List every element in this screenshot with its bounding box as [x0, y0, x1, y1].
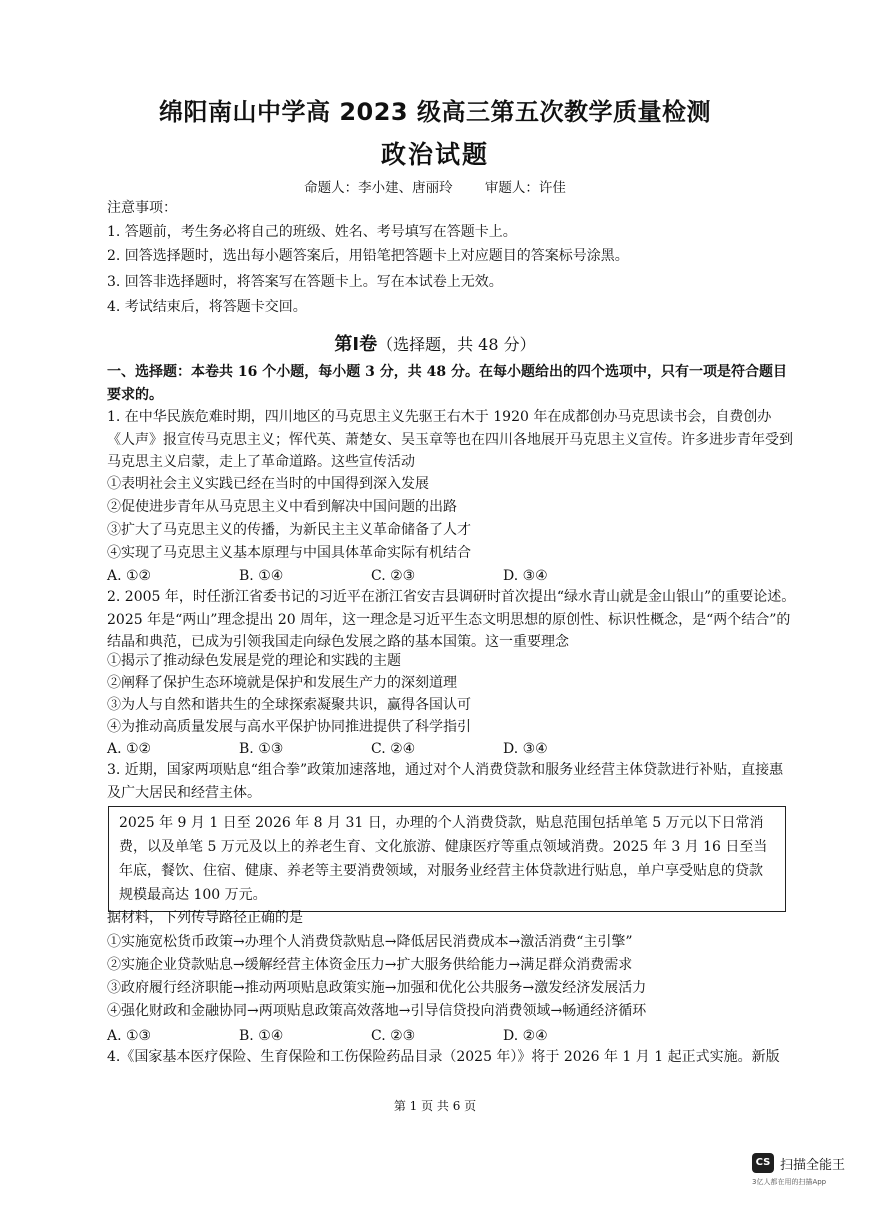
question-3-item: ③政府履行经济职能→推动两项贴息政策实施→加强和优化公共服务→激发经济发展活力	[107, 980, 647, 996]
section-instruction: 一、选择题：本卷共 16 个小题，每小题 3 分，共 48 分。在每小题给出的四个选项中，只有一项是符合题目要求的。	[107, 364, 787, 403]
question-1-item: ②促使进步青年从马克思主义中看到解决中国问题的出路	[107, 499, 457, 515]
exam-title: 绵阳南山中学高 2023 级高三第五次教学质量检测	[158, 98, 711, 126]
setters-label: 命题人：李小建、唐丽玲	[304, 180, 453, 196]
option-d: D. ③④	[503, 568, 548, 584]
section-subtitle: （选择题，共 48 分）	[377, 335, 536, 354]
notice-item: 1. 答题前，考生务必将自己的班级、姓名、考号填写在答题卡上。	[107, 224, 517, 240]
question-4-stem: 4.《国家基本医疗保险、生育保险和工伤保险药品目录（2025 年）》将于 2026 年 1 月 1 起正式实施。新版	[107, 1049, 780, 1065]
question-3-item: ④强化财政和金融协同→两项贴息政策高效落地→引导信贷投向消费领域→畅通经济循环	[107, 1003, 647, 1019]
question-1-stem: 1. 在中华民族危难时期，四川地区的马克思主义先驱王右木于 1920 年在成都创办马克思读书会，自费创办《人声》报宣传马克思主义；恽代英、萧楚女、吴玉章等也在四川各地展开马克思主义宣传。许多进步青年受到马克思主义启蒙，走上了革命道路。这些宣传活动	[107, 409, 793, 470]
question-3-stem: 3. 近期，国家两项贴息“组合拳”政策加速落地，通过对个人消费贷款和服务业经营主体贷款进行补贴，直接惠及广大居民和经营主体。	[107, 762, 784, 801]
question-1-item: ④实现了马克思主义基本原理与中国具体革命实际有机结合	[107, 545, 471, 561]
option-a: A. ①②	[107, 568, 152, 584]
section-heading	[0, 330, 870, 356]
question-2-item: ②阐释了保护生态环境就是保护和发展生产力的深刻道理	[107, 675, 457, 691]
question-1-item: ①表明社会主义实践已经在当时的中国得到深入发展	[107, 476, 429, 492]
page-footer: 第 1 页 共 6 页	[393, 1099, 477, 1113]
option-c: C. ②③	[371, 568, 416, 584]
option-a: A. ①③	[107, 1028, 152, 1044]
question-2-item: ①揭示了推动绿色发展是党的理论和实践的主题	[107, 653, 401, 669]
question-3-item: ①实施宽松货币政策→办理个人消费贷款贴息→降低居民消费成本→激活消费“主引擎”	[107, 934, 633, 950]
watermark-name: 扫描全能王	[780, 1158, 846, 1173]
option-b: B. ①③	[239, 741, 284, 757]
notice-heading: 注意事项：	[107, 200, 177, 216]
option-a: A. ①②	[107, 741, 152, 757]
question-2-item: ③为人与自然和谐共生的全球探索凝聚共识，赢得各国认可	[107, 697, 471, 713]
question-1-options	[107, 566, 797, 586]
option-b: B. ①④	[239, 568, 284, 584]
section-title: 第Ⅰ卷	[334, 334, 378, 355]
option-b: B. ①④	[239, 1028, 284, 1044]
reviewer-label: 审题人：许佳	[484, 180, 566, 196]
question-2-stem: 2. 2005 年，时任浙江省委书记的习近平在浙江省安吉县调研时首次提出“绿水青山就是金山银山”的重要论述。2025 年是“两山”理念提出 20 周年，这一理念是习近平生态文明思想的原创性、标识性概念，是“两个结合”的结晶和典范，已成为引领我国走向绿色发展之路的基本国策。这一重要理念	[107, 589, 796, 650]
option-c: C. ②③	[371, 1028, 416, 1044]
camscanner-logo-icon: CS	[752, 1153, 774, 1173]
option-c: C. ②④	[371, 741, 416, 757]
material-box: 2025 年 9 月 1 日至 2026 年 8 月 31 日，办理的个人消费贷款，贴息范围包括单笔 5 万元以下日常消费，以及单笔 5 万元及以上的养老生育、文化旅游、健康医疗等重点领域消费。2025 年 3 月 16 日至当年底，餐饮、住宿、健康、养老等主要消费领域，对服务业经营主体贷款进行贴息，单户享受贴息的贷款规模最高达 100 万元。	[108, 806, 786, 912]
option-d: D. ③④	[503, 741, 548, 757]
author-line	[0, 176, 870, 196]
notice-item: 4. 考试结束后，将答题卡交回。	[107, 299, 307, 315]
question-2-options	[107, 739, 797, 759]
question-3-item: ②实施企业贷款贴息→缓解经营主体资金压力→扩大服务供给能力→满足群众消费需求	[107, 957, 633, 973]
notice-item: 2. 回答选择题时，选出每小题答案后，用铅笔把答题卡上对应题目的答案标号涂黑。	[107, 248, 629, 264]
question-1-item: ③扩大了马克思主义的传播，为新民主主义革命储备了人才	[107, 522, 471, 538]
option-d: D. ②④	[503, 1028, 548, 1044]
subject-title: 政治试题	[380, 140, 489, 169]
watermark-tagline: 3亿人都在用的扫描App	[752, 1178, 827, 1186]
question-2-item: ④为推动高质量发展与高水平保护协同推进提供了科学指引	[107, 719, 471, 735]
notice-item: 3. 回答非选择题时，将答案写在答题卡上。写在本试卷上无效。	[107, 274, 503, 290]
question-3-options	[107, 1026, 797, 1046]
question-3-prompt: 据材料，下列传导路径正确的是	[107, 910, 303, 926]
